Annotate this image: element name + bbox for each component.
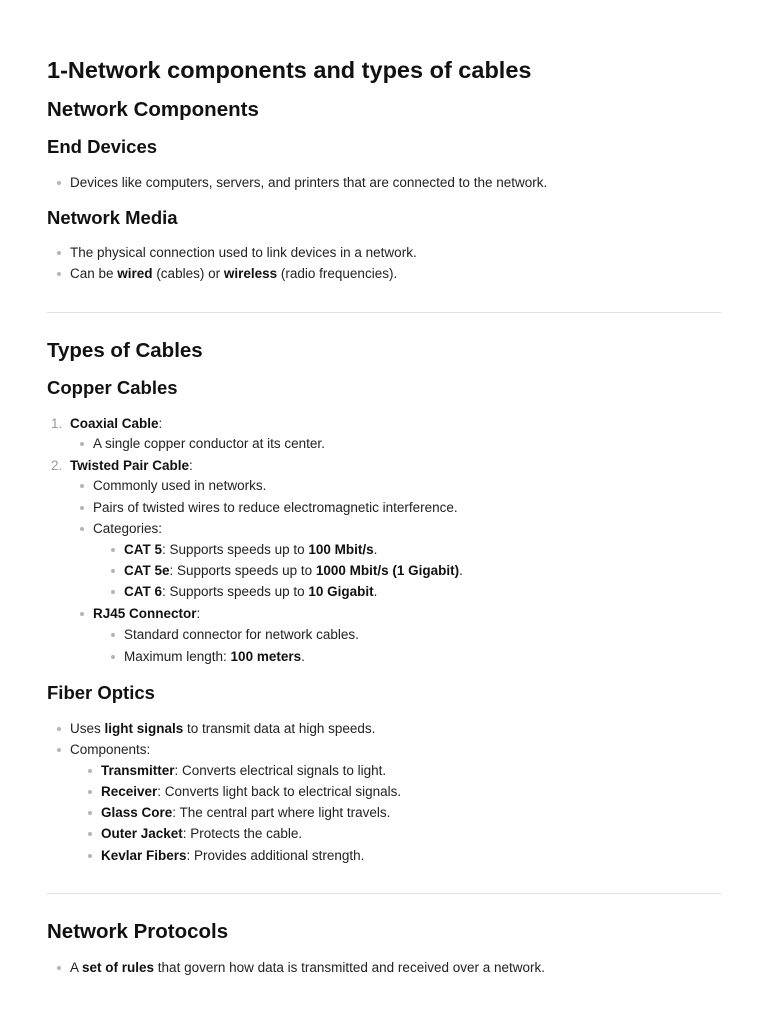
list-item-set-of-rules: A set of rules that govern how data is transmitted and received over a network. [70,960,546,975]
list-item-twisted-wires: Pairs of twisted wires to reduce electromagnetic interference. [93,500,458,515]
page-title: 1-Network components and types of cables [47,57,532,83]
list-item-cat6: CAT 6: Supports speeds up to 10 Gigabit. [124,584,378,599]
list-item-outer-jacket: Outer Jacket: Protects the cable. [101,826,303,841]
list-item-fiber-components: Components: [70,742,151,757]
list-item-light-signals: Uses light signals to transmit data at high speeds. [70,721,376,736]
section-divider [47,893,721,894]
list-item-standard-connector: Standard connector for network cables. [124,627,359,642]
list-item-physical-connection: The physical connection used to link devices in a network. [70,245,417,260]
subheading-end-devices: End Devices [47,136,158,157]
list-item-commonly-used: Commonly used in networks. [93,478,267,493]
list-item-kevlar-fibers: Kevlar Fibers: Provides additional strength. [101,848,365,863]
subheading-network-media: Network Media [47,207,178,228]
list-item-glass-core: Glass Core: The central part where light travels. [101,805,391,820]
section-heading-network-components: Network Components [47,98,259,121]
list-item-maximum-length: Maximum length: 100 meters. [124,649,305,664]
subheading-copper-cables: Copper Cables [47,377,178,398]
section-heading-types-of-cables: Types of Cables [47,339,203,362]
list-item-rj45-connector: RJ45 Connector: [93,606,201,621]
section-heading-network-protocols: Network Protocols [47,920,229,943]
list-item-cat5: CAT 5: Supports speeds up to 100 Mbit/s. [124,542,378,557]
list-item-categories: Categories: [93,521,163,536]
list-item-receiver: Receiver: Converts light back to electrical signals. [101,784,402,799]
subheading-fiber-optics: Fiber Optics [47,682,155,703]
list-item-coaxial-detail: A single copper conductor at its center. [93,436,325,451]
list-item-twisted-pair: 2. Twisted Pair Cable: [51,458,193,473]
section-divider [47,312,721,313]
list-item-wired-wireless: Can be wired (cables) or wireless (radio frequencies). [70,266,398,281]
list-item-cat5e: CAT 5e: Supports speeds up to 1000 Mbit/s (1 Gigabit). [124,563,463,578]
list-item-transmitter: Transmitter: Converts electrical signals to light. [101,763,387,778]
list-item-coaxial-cable: 1. Coaxial Cable: [51,416,163,431]
list-item-end-devices: Devices like computers, servers, and printers that are connected to the network. [70,175,548,190]
